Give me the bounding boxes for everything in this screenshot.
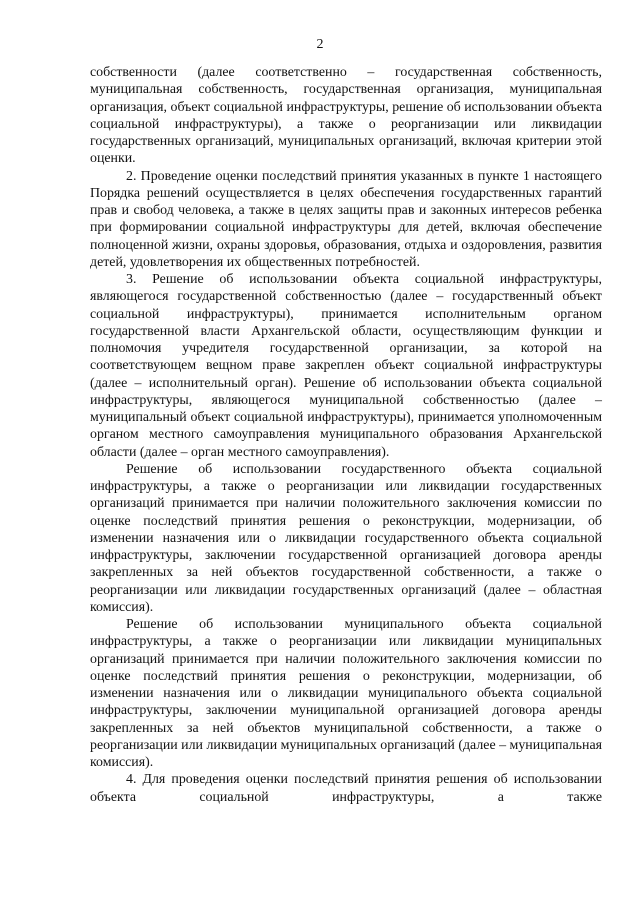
paragraph-continuation: собственности (далее соответственно – государственная собственность, муниципальная собственность, государственная организация, муниципальная организация, объект социальной инфраструктуры, решение об использовании объекта социальной инфраструктуры), а также о реорганизации или ликвидации государственных организаций, муниципальных организаций, включая критерии этой оценки.: [90, 65, 602, 167]
paragraph-municipal-commission: Решение об использовании муниципального объекта социальной инфраструктуры, а также о реорганизации или ликвидации муниципальных организаций принимается при наличии положительного заключения комиссии по оценке последствий принятия решения о реконструкции, модернизации, об изменении назначения или о ликвидации муниципального объекта социальной инфраструктуры, заключении муниципальной организацией договора аренды закрепленных за ней объектов муниципальной собственности, а также о реорганизации или ликвидации муниципальных организаций (далее – муниципальная комиссия).: [90, 617, 602, 770]
paragraph-item-4: 4. Для проведения оценки последствий принятия решения об использовании объекта социальной инфраструктуры, а также: [90, 772, 602, 805]
paragraph-item-2: 2. Проведение оценки последствий принятия указанных в пункте 1 настоящего Порядка решений осуществляется в целях обеспечения государственных гарантий прав и свобод человека, а также в целях защиты прав и законных интересов ребенка при формировании социальной инфраструктуры для детей, включая обеспечение полноценной жизни, охраны здоровья, образования, отдыха и оздоровления, развития детей, удовлетворения их общественных потребностей.: [90, 168, 602, 270]
paragraph-regional-commission: Решение об использовании государственного объекта социальной инфраструктуры, а также о реорганизации или ликвидации государственных организаций принимается при наличии положительного заключения комиссии по оценке последствий принятия решения о реконструкции, модернизации, об изменении назначения или о ликвидации государственного объекта социальной инфраструктуры, заключении государственной организацией договора аренды закрепленных за ней объектов государственной собственности, а также о реорганизации или ликвидации государственных организаций (далее – областная комиссия).: [90, 461, 602, 615]
document-body: [90, 64, 602, 806]
page-number: 2: [316, 37, 324, 52]
paragraph-item-3: 3. Решение об использовании объекта социальной инфраструктуры, являющегося государственной собственностью (далее – государственный объект социальной инфраструктуры), принимается исполнительным органом государственной власти Архангельской области, осуществляющим функции и полномочия учредителя государственной организации, за которой на соответствующем вещном праве закреплен объект социальной инфраструктуры (далее – исполнительный орган). Решение об использовании объекта социальной инфраструктуры, являющегося муниципальной собственностью (далее – муниципальный объект социальной инфраструктуры), принимается уполномоченным органом местного самоуправления муниципального образования Архангельской области (далее – орган местного самоуправления).: [90, 272, 602, 460]
